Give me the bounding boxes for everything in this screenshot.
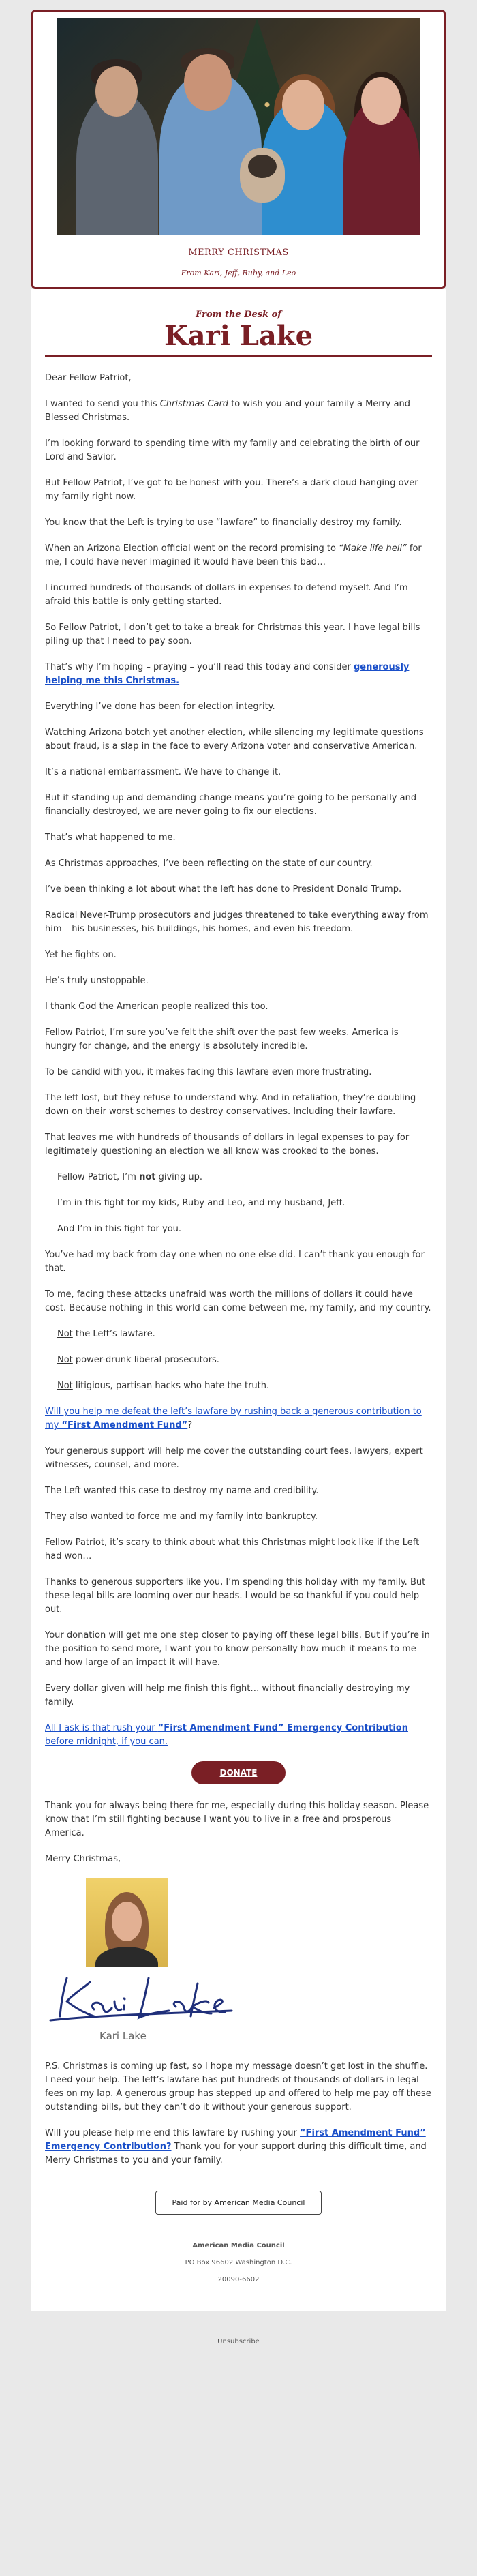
paragraph: You know that the Left is trying to use “lawfare” to financially destroy my family. (45, 518, 402, 528)
footer-address: PO Box 96602 Washington D.C. (185, 2259, 292, 2266)
paragraph: So Fellow Patriot, I don’t get to take a break for Christmas this year. I have legal bills piling up that I need to pay soon. (45, 623, 420, 646)
indented-paragraph: And I’m in this fight for you. (57, 1224, 182, 1234)
defeat-lawfare-link[interactable]: Will you help me defeat the left’s lawfare by rushing back a generous contribution to my “First Amendment Fund” (45, 1407, 422, 1431)
paragraph: Radical Never-Trump prosecutors and judges threatened to take everything away from him – his businesses, his buildings, his homes, and even his freedom. (45, 910, 429, 934)
paragraph: The left lost, but they refuse to understand why. And in retaliation, they’re doubling down on their worst schemes to destroy conservatives. Including their lawfare. (45, 1093, 416, 1117)
from-desk-label: From the Desk of (196, 310, 281, 320)
paragraph: It’s a national embarrassment. We have to change it. (45, 767, 281, 777)
paragraph: That’s why I’m hoping – praying – you’ll read this today and consider generously helping me this Christmas. (45, 662, 410, 686)
paragraph: He’s truly unstoppable. (45, 976, 149, 986)
paragraph: When an Arizona Election official went on the record promising to “Make life hell” for me, I could have never imagined it would have been this bad… (45, 543, 422, 567)
ps-contribution-link[interactable]: “First Amendment Fund” Emergency Contribution? (45, 2128, 426, 2152)
header-divider (45, 355, 432, 357)
sender-portrait-image (86, 1878, 168, 1967)
person-head (282, 80, 324, 130)
paragraph: I’m looking forward to spending time with my family and celebrating the birth of our Lord and Savior. (45, 438, 420, 462)
paragraph: Will you help me defeat the left’s lawfare by rushing back a generous contribution to my “First Amendment Fund”? (45, 1407, 422, 1431)
paragraph: Watching Arizona botch yet another election, while silencing my legitimate questions about fraud, is a slap in the face to every Arizona voter and conservative American. (45, 728, 424, 751)
paragraph: You’ve had my back from day one when no one else did. I can’t thank you enough for that. (45, 1250, 425, 1274)
paid-for-box: Paid for by American Media Council (155, 2191, 322, 2215)
paragraph: But if standing up and demanding change means you’re going to be personally and financially destroyed, we are never going to fix our elections. (45, 793, 417, 817)
paid-for-wrap (45, 2191, 432, 2215)
letter-body (31, 289, 446, 2311)
postscript: Will you please help me end this lawfare by rushing your “First Amendment Fund” Emergency Contribution? Thank you for your support during this difficult time, and Merry Christmas to you and your family. (45, 2128, 427, 2166)
person-head (184, 54, 232, 111)
closing: Merry Christmas, (45, 1854, 121, 1864)
indented-paragraph: I’m in this fight for my kids, Ruby and Leo, and my husband, Jeff. (57, 1198, 345, 1208)
paragraph: I wanted to send you this Christmas Card to wish you and your family a Merry and Blessed Christmas. (45, 399, 411, 423)
paragraph: Every dollar given will help me finish this fight… without financially destroying my family. (45, 1683, 410, 1707)
paragraph (45, 1722, 432, 1749)
footer-zip: 20090-6602 (217, 2276, 260, 2283)
christmas-card (31, 10, 446, 289)
footer (45, 2242, 432, 2283)
person-head (95, 66, 138, 117)
indented-paragraph: Not the Left’s lawfare. (57, 1329, 155, 1339)
postscript: P.S. Christmas is coming up fast, so I hope my message doesn’t get lost in the shuffle. I need your help. The left’s lawfare has put hundreds of thousands of dollars in legal fees on my lap. A generous group has stepped up and offered to help me pay off these outstanding bills, but they can’t do it without your generous support. (45, 2061, 431, 2112)
paragraph: I thank God the American people realized this too. (45, 1002, 268, 1012)
help-christmas-link[interactable]: generously helping me this Christmas. (45, 662, 410, 686)
paragraph: Fellow Patriot, I’m sure you’ve felt the shift over the past few weeks. America is hungry for change, and the energy is absolutely incredible. (45, 1028, 399, 1051)
paragraph: Your generous support will help me cover the outstanding court fees, lawyers, expert witnesses, counsel, and more. (45, 1446, 423, 1470)
card-from-line: From Kari, Jeff, Ruby, and Leo (181, 269, 296, 278)
paragraph: The Left wanted this case to destroy my name and credibility. (45, 1486, 319, 1496)
handwritten-signature-image (46, 1971, 237, 2027)
paragraph: I’ve been thinking a lot about what the left has done to President Donald Trump. (45, 884, 402, 895)
paragraph: But Fellow Patriot, I’ve got to be honest with you. There’s a dark cloud hanging over my family right now. (45, 478, 418, 502)
paragraph: To me, facing these attacks unafraid was worth the millions of dollars it could have cost. Because nothing in this world can come between me, my family, and my country. (45, 1289, 431, 1313)
family-photo (57, 18, 420, 235)
donate-button[interactable]: DONATE (191, 1761, 286, 1784)
sender-name-title: Kari Lake (164, 320, 313, 352)
paragraph: Thank you for always being there for me, especially during this holiday season. Please know that I’m still fighting because I want you to live in a free and prosperous America. (45, 1801, 429, 1838)
paragraph: As Christmas approaches, I’ve been reflecting on the state of our country. (45, 858, 373, 869)
paragraph: To be candid with you, it makes facing this lawfare even more frustrating. (45, 1067, 372, 1077)
paragraph: They also wanted to force me and my family into bankruptcy. (45, 1512, 318, 1522)
indented-paragraph: Fellow Patriot, I’m not giving up. (57, 1172, 203, 1182)
paragraph: Yet he fights on. (45, 950, 117, 960)
card-title: MERRY CHRISTMAS (188, 248, 289, 258)
greeting: Dear Fellow Patriot, (45, 373, 132, 383)
paragraph: I incurred hundreds of thousands of dollars in expenses to defend myself. And I’m afraid this battle is only getting started. (45, 583, 408, 607)
indented-paragraph: Not power-drunk liberal prosecutors. (57, 1355, 219, 1365)
donate-button-wrap (45, 1761, 432, 1784)
paragraph: Thanks to generous supporters like you, I’m spending this holiday with my family. But these legal bills are looming over our heads. I would be so thankful if you could help out. (45, 1577, 426, 1615)
emergency-contribution-link[interactable]: All I ask is that rush your “First Amendment Fund” Emergency Contribution before midnight, if you can. (45, 1723, 408, 1747)
paragraph: Fellow Patriot, it’s scary to think about what this Christmas might look like if the Left had won… (45, 1538, 420, 1561)
paragraph: That’s what happened to me. (45, 833, 176, 843)
person-head (361, 77, 401, 125)
paragraph: Everything I’ve done has been for election integrity. (45, 702, 275, 712)
paragraph: That leaves me with hundreds of thousands of dollars in legal expenses to pay for legitimately questioning an election we all know was crooked to the bones. (45, 1133, 410, 1156)
indented-paragraph: Not litigious, partisan hacks who hate the truth. (57, 1381, 270, 1391)
signature-name: Kari Lake (99, 2030, 147, 2042)
footer-org: American Media Council (192, 2242, 285, 2249)
paragraph: Your donation will get me one step closer to paying off these legal bills. But if you’re in the position to send more, I want you to know personally how much it means to me and how large of an impact it will have. (45, 1630, 430, 1668)
unsubscribe-link[interactable]: Unsubscribe (217, 2338, 260, 2346)
unsubscribe-wrap (0, 2311, 477, 2366)
